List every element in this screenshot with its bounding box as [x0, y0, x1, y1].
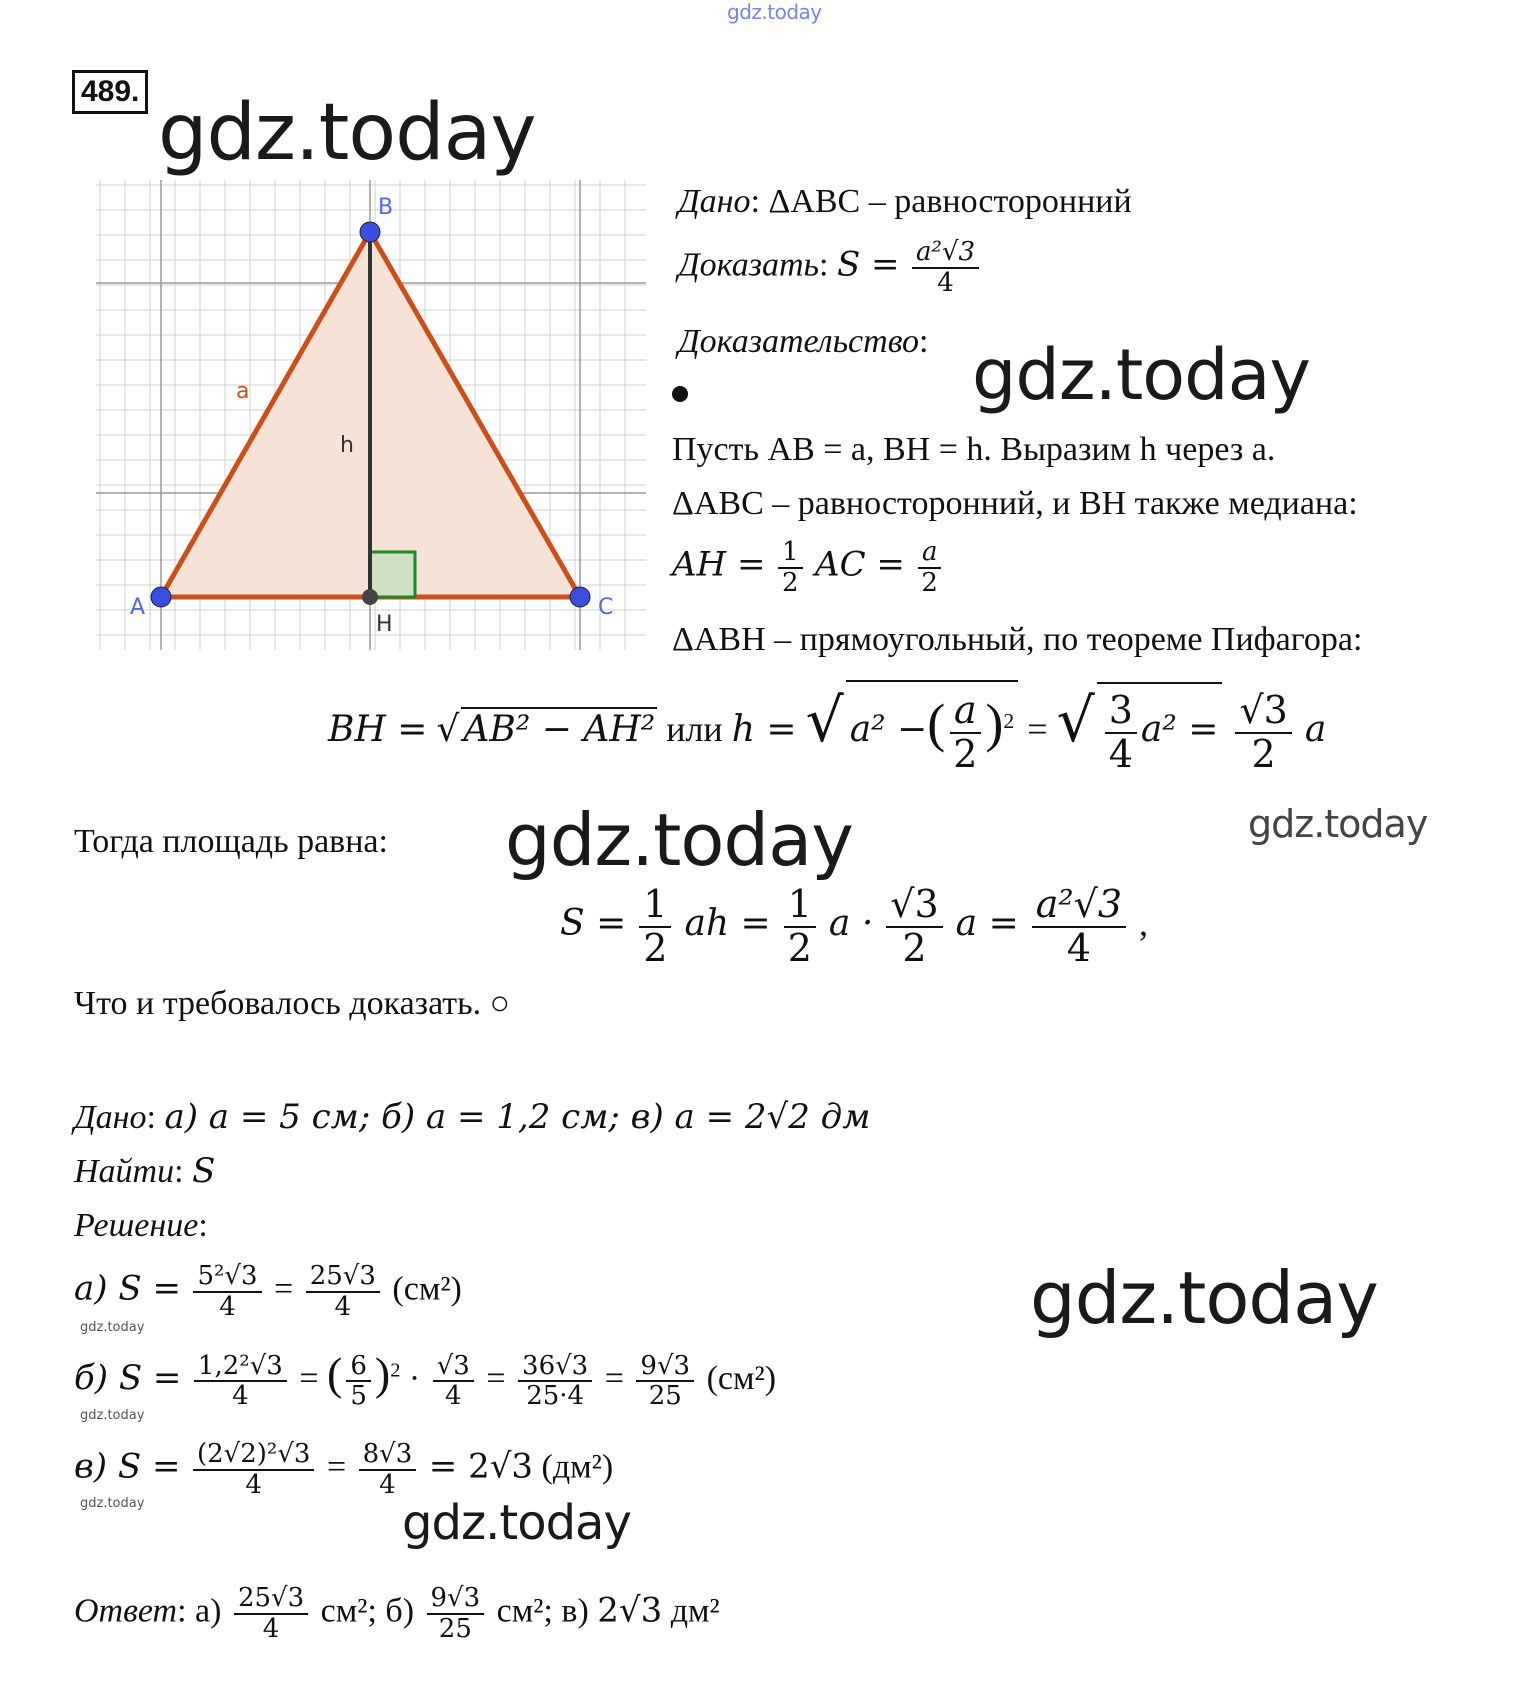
right-angle-mark [370, 552, 415, 597]
watermark-top: gdz.today [727, 0, 822, 24]
prove-num: a²√3 [912, 238, 979, 269]
given-label: Дано [678, 183, 751, 220]
small-watermark: gdz.today [80, 1408, 145, 1423]
solution-c: в) S = $\frac{\text{(2√2)²√3}}{4}$ = $\frac{8√3}{4}$ = 2√3 (дм²) [74, 1439, 614, 1500]
label-b: B [378, 195, 394, 220]
triangle-figure [96, 180, 646, 650]
answer-line: Ответ: а) $\frac{25√3}{4}$ см²; б) $\frac{9√3}{25}$ см²; в) 2√3 дм² [74, 1583, 720, 1644]
qed-line: Что и требовалось доказать. ○ [74, 985, 511, 1022]
solution-b: б) S = $\frac{\text{1,2²√3}}{4}$ = ( $\frac{6}{5}$ )$^2$ · $\frac{√3}{4}$ = $\frac{36√3}{25\cdot 4}$ = $\frac{9√3}{25}$ (см²) [74, 1348, 777, 1412]
label-side-a: a [236, 379, 250, 404]
area-formula: S = $\frac{1}{2}$ ah = $\frac{1}{2}$ a · $\frac{√3}{2}$ a = $\frac{\text{a²√3}}{4}$ , [560, 882, 1149, 970]
prove-den: 4 [937, 267, 954, 298]
watermark: gdz.today [505, 798, 853, 882]
area-intro: Тогда площадь равна: [74, 823, 388, 860]
given-line: Дано: ΔABC – равносторонний [678, 183, 1132, 220]
point-c [570, 587, 590, 607]
label-height-h: h [340, 433, 354, 458]
part2-given: Дано: а) a = 5 см; б) a = 1,2 см; в) a = 2√2 дм [74, 1097, 871, 1137]
point-a [151, 587, 171, 607]
prove-lhs: S = [836, 244, 900, 285]
small-watermark: gdz.today [80, 1496, 145, 1511]
step2: ΔABC – равносторонний, и BH также медиана: [672, 485, 1358, 522]
prove-label: Доказать [678, 246, 819, 284]
bullet-icon [672, 386, 688, 402]
part2-solution: Решение: [74, 1207, 208, 1244]
step1: Пусть AB = a, BH = h. Выразим h через a. [672, 431, 1276, 468]
watermark: gdz.today [972, 334, 1310, 416]
point-b [360, 222, 380, 242]
pythagoras-formula: BH = √ AB² − AH² или h = √ a² −( $\frac{a}{2}$ )$^2$ = √ $\frac{3}{4}$ a² = $\frac{√3}{2}$ a [328, 680, 1326, 784]
proof-line: Доказательство: [678, 323, 929, 360]
step3: AH = $\frac{1}{2}$ AC = $\frac{a}{2}$ [672, 538, 946, 597]
solution-a: а) S = $\frac{\text{5²√3}}{4}$ = $\frac{25√3}{4}$ (см²) [74, 1261, 462, 1322]
watermark: gdz.today [402, 1495, 631, 1551]
label-h: H [376, 612, 393, 637]
part2-find: Найти: S [74, 1151, 216, 1191]
small-watermark: gdz.today [80, 1320, 145, 1335]
watermark: gdz.today [1030, 1256, 1378, 1340]
given-text: ΔABC – равносторонний [768, 183, 1132, 220]
problem-number: 489. [72, 70, 148, 114]
point-h [362, 589, 378, 605]
watermark: gdz.today [1248, 802, 1428, 846]
watermark: gdz.today [158, 88, 536, 178]
step4: ΔABH – прямоугольный, по теореме Пифагора: [672, 621, 1363, 658]
prove-line: Доказать: S = $\frac{\text{a²√3}}{4}$ [678, 238, 983, 297]
label-a: A [130, 595, 146, 620]
label-c: C [598, 595, 614, 620]
proof-label: Доказательство [678, 323, 920, 360]
